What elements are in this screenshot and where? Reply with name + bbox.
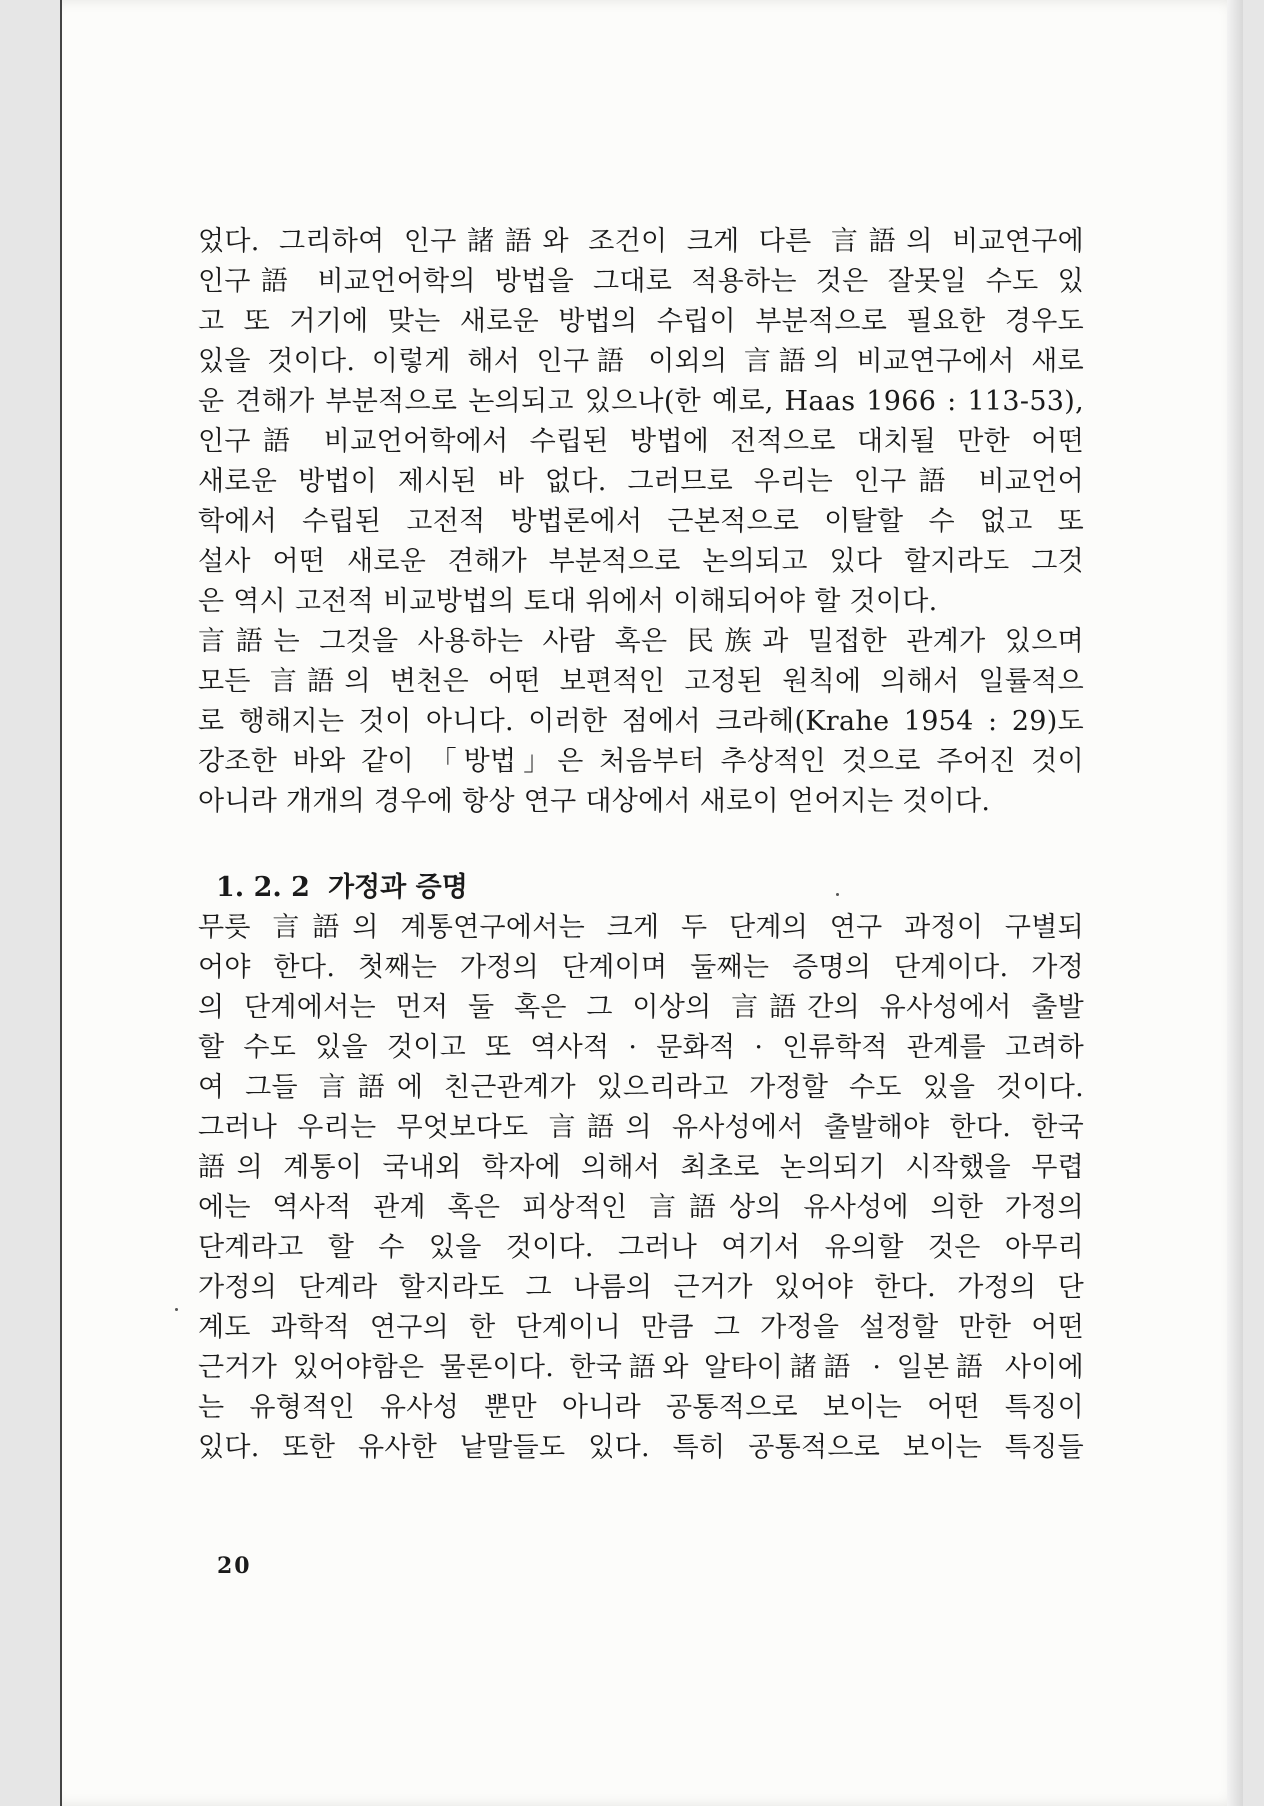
scan-speck	[836, 893, 839, 896]
section-number: 1. 2. 2	[216, 872, 310, 903]
section-title: 가정과 증명	[327, 872, 468, 903]
text-line: 인구語 비교언어학의 방법을 그대로 적용하는 것은 잘못일 수도 있	[198, 266, 1084, 297]
book-page	[60, 0, 1243, 1806]
text-line: 은 역시 고전적 비교방법의 토대 위에서 이해되어야 할 것이다.	[198, 586, 938, 617]
paragraph	[198, 622, 1084, 822]
text-line: 있을 것이다. 이렇게 해서 인구語 이외의 言語의 비교연구에서 새로	[198, 346, 1084, 377]
text-line: 무릇 言語의 계통연구에서는 크게 두 단계의 연구 과정이 구별되	[198, 912, 1084, 943]
text-line: 계도 과학적 연구의 한 단계이니 만큼 그 가정을 설정할 만한 어떤	[198, 1312, 1084, 1343]
page-text	[198, 222, 1084, 1468]
text-line: 새로운 방법이 제시된 바 없다. 그러므로 우리는 인구語 비교언어	[198, 466, 1084, 497]
text-line: 는 유형적인 유사성 뿐만 아니라 공통적으로 보이는 어떤 특징이	[198, 1392, 1084, 1423]
scan-speck	[175, 1308, 178, 1311]
text-line: 가정의 단계라 할지라도 그 나름의 근거가 있어야 한다. 가정의 단	[198, 1272, 1084, 1303]
text-line: 言語는 그것을 사용하는 사람 혹은 民族과 밀접한 관계가 있으며	[198, 626, 1084, 657]
text-line: 근거가 있어야함은 물론이다. 한국語와 알타이諸語 · 일본語 사이에	[198, 1352, 1084, 1383]
text-line: 인구語 비교언어학에서 수립된 방법에 전적으로 대치될 만한 어떤	[198, 426, 1084, 457]
text-line: 그러나 우리는 무엇보다도 言語의 유사성에서 출발해야 한다. 한국	[198, 1112, 1084, 1143]
text-line: 고 또 거기에 맞는 새로운 방법의 수립이 부분적으로 필요한 경우도	[198, 306, 1084, 337]
text-line: 아니라 개개의 경우에 항상 연구 대상에서 새로이 얻어지는 것이다.	[198, 786, 991, 817]
text-line: 할 수도 있을 것이고 또 역사적 · 문화적 · 인류학적 관계를 고려하	[198, 1032, 1084, 1063]
text-line: 여 그들 言語에 친근관계가 있으리라고 가정할 수도 있을 것이다.	[198, 1072, 1084, 1103]
text-line: 어야 한다. 첫째는 가정의 단계이며 둘째는 증명의 단계이다. 가정	[198, 952, 1084, 983]
text-line: 모든 言語의 변천은 어떤 보편적인 고정된 원칙에 의해서 일률적으	[198, 666, 1084, 697]
text-line: 의 단계에서는 먼저 둘 혹은 그 이상의 言語간의 유사성에서 출발	[198, 992, 1084, 1023]
text-line: 있다. 또한 유사한 낱말들도 있다. 특히 공통적으로 보이는 특징들	[198, 1432, 1084, 1463]
text-line: 강조한 바와 같이 「방법」은 처음부터 추상적인 것으로 주어진 것이	[198, 746, 1084, 777]
text-line: 단계라고 할 수 있을 것이다. 그러나 여기서 유의할 것은 아무리	[198, 1232, 1084, 1263]
text-line: 설사 어떤 새로운 견해가 부분적으로 논의되고 있다 할지라도 그것	[198, 546, 1084, 577]
page-number: 20	[217, 1553, 252, 1579]
text-line: 었다. 그리하여 인구諸語와 조건이 크게 다른 言語의 비교연구에	[198, 226, 1084, 257]
text-line: 語의 계통이 국내외 학자에 의해서 최초로 논의되기 시작했을 무렵	[198, 1152, 1084, 1183]
text-line: 학에서 수립된 고전적 방법론에서 근본적으로 이탈할 수 없고 또	[198, 506, 1084, 537]
paragraph	[198, 222, 1084, 622]
page-edge-shadow	[1227, 0, 1243, 1806]
text-line: 로 행해지는 것이 아니다. 이러한 점에서 크라헤(Krahe 1954 : 29)도	[198, 706, 1084, 737]
text-line: 운 견해가 부분적으로 논의되고 있으나(한 예로, Haas 1966 : 113-53),	[198, 386, 1084, 417]
paragraph	[198, 908, 1084, 1468]
text-line: 에는 역사적 관계 혹은 피상적인 言語상의 유사성에 의한 가정의	[198, 1192, 1084, 1223]
section-heading	[198, 868, 1084, 908]
